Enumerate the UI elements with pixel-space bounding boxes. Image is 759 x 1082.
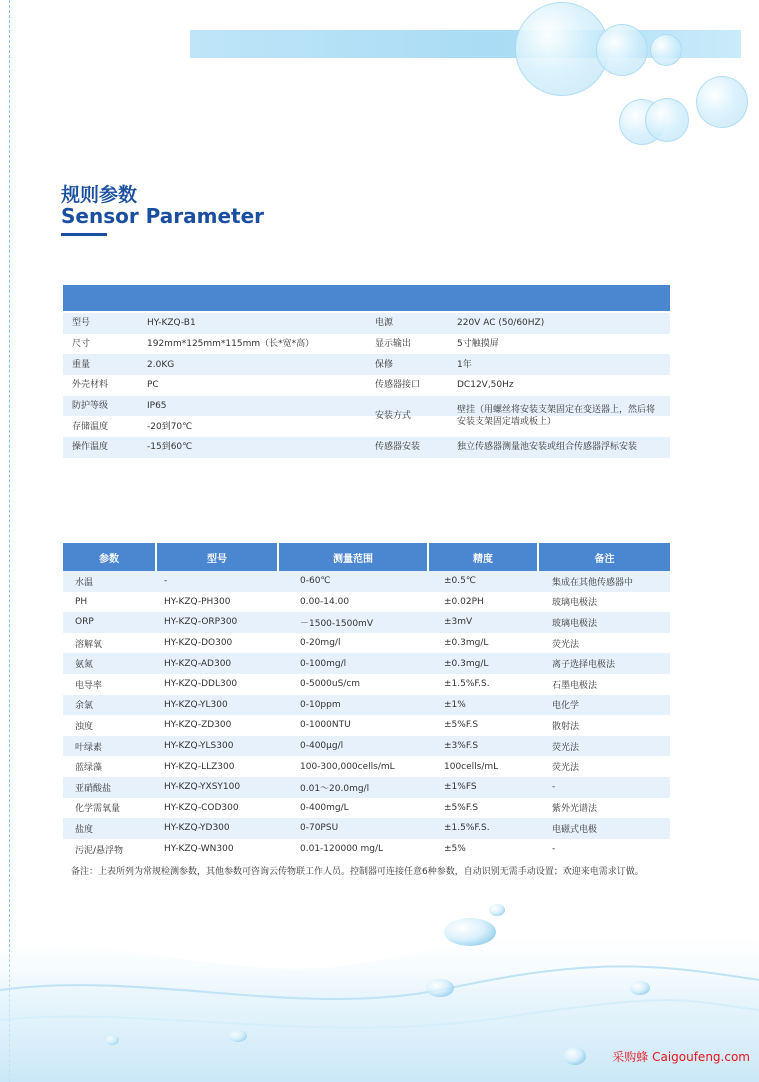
spec-label: 重量: [72, 359, 91, 370]
bubble-small: [650, 34, 682, 66]
cell-accuracy: ±3%F.S: [428, 736, 538, 757]
section-title-en: Sensor Parameter: [61, 204, 265, 228]
cell-param: 污泥/悬浮物: [75, 845, 124, 856]
spec-label: 传感器安装: [375, 442, 421, 453]
spec-value: HY-KZQ-B1: [147, 318, 196, 329]
cell-model: HY-KZQ-YLS300: [156, 736, 278, 757]
cell-remark: 紫外光谱法: [552, 804, 598, 815]
header-accuracy: 精度: [428, 543, 538, 571]
spec-value: -20到70℃: [147, 421, 193, 432]
cell-accuracy: ±1%FS: [428, 777, 538, 798]
cell-accuracy: ±0.3mg/L: [428, 653, 538, 674]
cell-model: HY-KZQ-LLZ300: [164, 761, 235, 772]
spec-value: DC12V,50Hz: [457, 380, 514, 391]
measurement-table: [63, 543, 670, 859]
cell-model: HY-KZQ-AD300: [156, 653, 278, 674]
spec-label: 尺寸: [72, 338, 91, 349]
table-row: [63, 798, 670, 819]
section-title-cn: 规则参数: [61, 184, 138, 206]
cell-param: PH: [75, 596, 88, 607]
cell-param: 蓝绿藻: [75, 763, 103, 774]
spec-value: 1年: [457, 359, 472, 370]
cell-param: 浊度: [75, 721, 94, 732]
title-underline: [61, 233, 107, 236]
bubble-lower-2: [645, 98, 689, 142]
cell-remark: 玻璃电极法: [552, 598, 598, 609]
cell-accuracy: ±0.02PH: [444, 596, 484, 607]
cell-range: 0.01～20.0mg/l: [278, 777, 428, 798]
bubble-right: [696, 76, 748, 128]
table-note: 备注：上表所列为常规检测参数，其他参数可咨询云传物联工作人员。控制器可连接任意6种参数，自动识别无需手动设置；欢迎来电需求订做。: [71, 867, 644, 877]
cell-model: HY-KZQ-YL300: [156, 695, 278, 716]
cell-remark: -: [538, 777, 670, 798]
table-row: [63, 653, 670, 674]
spec-label: 型号: [72, 318, 91, 329]
cell-accuracy: ±5%: [444, 844, 466, 855]
cell-model: HY-KZQ-DO300: [164, 638, 233, 649]
cell-range: 0-5000uS/cm: [300, 679, 361, 690]
cell-remark: 荧光法: [552, 639, 580, 650]
spec-label: 传感器接口: [375, 380, 421, 391]
cell-remark: 石墨电极法: [552, 680, 598, 691]
cell-remark: 电磁式电极: [538, 818, 670, 839]
cell-param: 电导率: [75, 680, 103, 691]
spec-value: 5寸触摸屏: [457, 338, 499, 349]
cell-range: 0-60℃: [278, 571, 428, 592]
cell-remark: 散射法: [552, 721, 580, 732]
spec-label: 安装方式: [375, 411, 412, 422]
table-row: [63, 612, 670, 633]
cell-accuracy: ±0.3mg/L: [444, 638, 489, 649]
cell-accuracy: ±0.5℃: [428, 571, 538, 592]
cell-range: 0-100mg/l: [278, 653, 428, 674]
table-row: [63, 756, 670, 777]
cell-remark: 荧光法: [552, 763, 580, 774]
table-row: [63, 695, 670, 716]
spec-label: 电源: [375, 318, 394, 329]
cell-accuracy: ±1.5%F.S.: [444, 679, 490, 690]
cell-range: 0-400mg/L: [300, 802, 349, 813]
cell-param: 亚硝酸盐: [63, 777, 156, 798]
header-range: 测量范围: [278, 543, 428, 571]
cell-remark: 玻璃电极法: [538, 612, 670, 633]
spec-label: 防护等级: [72, 401, 109, 412]
table-header-row: [63, 543, 670, 571]
table-row: [63, 592, 670, 613]
cell-model: HY-KZQ-PH300: [164, 596, 231, 607]
cell-param: 氨氮: [63, 653, 156, 674]
spec-value: 192mm*125mm*115mm（长*宽*高）: [147, 338, 315, 349]
spec-value: IP65: [147, 401, 167, 412]
cell-param: 余氯: [63, 695, 156, 716]
cell-param: 水温: [63, 571, 156, 592]
cell-range: 0-70PSU: [278, 818, 428, 839]
cell-model: HY-KZQ-ORP300: [156, 612, 278, 633]
spec-value: 壁挂（用螺丝将安装支架固定在变送器上，然后将安装支架固定墙或板上）: [457, 405, 656, 428]
cell-remark: 离子选择电极法: [538, 653, 670, 674]
cell-accuracy: ±5%F.S: [444, 720, 479, 731]
cell-model: HY-KZQ-COD300: [164, 802, 239, 813]
cell-param: 化学需氧量: [75, 804, 121, 815]
spec-label: 保修: [375, 359, 394, 370]
cell-range: 0-10ppm: [278, 695, 428, 716]
spec-value: PC: [147, 380, 159, 391]
cell-accuracy: ±3mV: [428, 612, 538, 633]
spec-table-header: [63, 285, 670, 311]
cell-model: HY-KZQ-WN300: [164, 844, 234, 855]
cell-model: HY-KZQ-DDL300: [164, 679, 238, 690]
cell-range: 0-1000NTU: [300, 720, 351, 731]
cell-param: ORP: [63, 612, 156, 633]
cell-accuracy: ±1.5%F.S.: [428, 818, 538, 839]
cell-param: 溶解氧: [75, 639, 103, 650]
table-row: [63, 674, 670, 695]
spec-label: 外壳材料: [72, 380, 109, 391]
header-remark: 备注: [538, 543, 670, 571]
cell-param: 盐度: [63, 818, 156, 839]
cell-range: 0-400μg/l: [278, 736, 428, 757]
spec-value: 独立传感器测量池安装或组合传感器浮标安装: [457, 442, 638, 453]
table-row: [63, 839, 670, 860]
cell-range: 100-300,000cells/mL: [300, 761, 395, 772]
cell-accuracy: ±5%F.S: [444, 802, 479, 813]
cell-model: HY-KZQ-YXSY100: [156, 777, 278, 798]
cell-range: 0-20mg/l: [300, 638, 341, 649]
cell-range: 0.01-120000 mg/L: [300, 844, 384, 855]
spec-value: 220V AC (50/60HZ): [457, 318, 545, 329]
cell-remark: 电化学: [538, 695, 670, 716]
table-row: [63, 736, 670, 757]
cell-model: -: [156, 571, 278, 592]
footer-watermark: 采购蜂 Caigoufeng.com: [612, 1050, 750, 1064]
spec-value: 2.0KG: [147, 359, 175, 370]
spec-table: [63, 313, 670, 458]
table-row: [63, 715, 670, 736]
bubble-large: [515, 2, 609, 96]
cell-range: －1500-1500mV: [278, 612, 428, 633]
bubble-medium: [596, 24, 648, 76]
spec-label: 操作温度: [72, 442, 109, 453]
cell-remark: -: [552, 844, 556, 855]
table-row: [63, 818, 670, 839]
table-row: [63, 571, 670, 592]
cell-accuracy: ±1%: [428, 695, 538, 716]
cell-accuracy: 100cells/mL: [444, 761, 499, 772]
cell-model: HY-KZQ-ZD300: [164, 720, 232, 731]
header-param: 参数: [63, 543, 156, 571]
table-row: [63, 633, 670, 654]
cell-range: 0.00-14.00: [300, 596, 350, 607]
cell-param: 叶绿素: [63, 736, 156, 757]
spec-value: -15到60℃: [147, 442, 193, 453]
cell-remark: 荧光法: [538, 736, 670, 757]
spec-label: 显示输出: [375, 338, 412, 349]
header-model: 型号: [156, 543, 278, 571]
cell-remark: 集成在其他传感器中: [538, 571, 670, 592]
spec-label: 存储温度: [72, 421, 109, 432]
table-row: [63, 777, 670, 798]
cell-model: HY-KZQ-YD300: [156, 818, 278, 839]
